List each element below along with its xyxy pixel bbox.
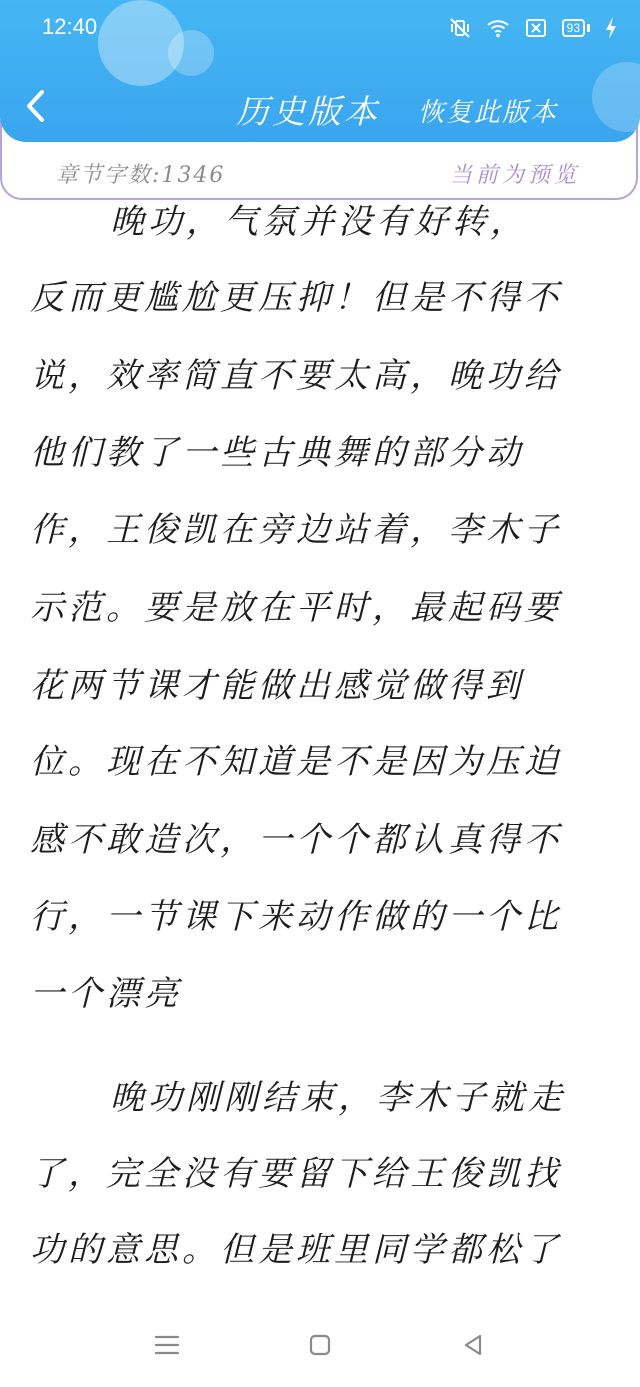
battery-icon — [562, 19, 590, 37]
text-line: 晚功，气氛并没有好转， — [110, 202, 528, 242]
text-line: 作，王俊凯在旁边站着，李木子 — [30, 510, 562, 550]
sim-off-icon — [524, 16, 548, 40]
chapter-word-count: 章节字数:1346 — [56, 163, 226, 188]
restore-version-button[interactable]: 恢复此版本 — [418, 98, 559, 128]
text-line: 行，一节课下来动作做的一个比 — [30, 897, 562, 937]
decor-bubble — [592, 62, 640, 132]
text-line: 说，效率简直不要太高，晚功给 — [30, 356, 562, 396]
home-button[interactable] — [305, 1330, 335, 1360]
battery-level: 93 — [562, 19, 585, 37]
charging-icon — [604, 16, 618, 40]
header-bar — [0, 0, 640, 142]
chapter-content[interactable] — [0, 190, 640, 1300]
text-line: 晚功刚刚结束，李木子就走 — [110, 1078, 566, 1118]
text-line: 位。现在不知道是不是因为压迫 — [30, 742, 562, 782]
page-title: 历史版本 — [236, 92, 380, 131]
back-button[interactable] — [16, 82, 56, 130]
chevron-left-icon — [24, 88, 48, 124]
text-line: 示范。要是放在平时，最起码要 — [30, 588, 562, 628]
home-icon — [308, 1333, 332, 1357]
system-nav-bar — [0, 1300, 640, 1387]
system-back-button[interactable] — [458, 1330, 488, 1360]
text-line: 一个漂亮 — [30, 974, 182, 1014]
text-line: 功的意思。但是班里同学都松了 — [30, 1230, 562, 1270]
mute-vibrate-icon — [448, 16, 472, 40]
preview-status-label: 当前为预览 — [449, 163, 580, 188]
wifi-icon — [486, 16, 510, 40]
status-icons — [448, 14, 618, 42]
text-line: 反而更尴尬更压抑！但是不得不 — [30, 278, 562, 318]
status-time: 12:40 — [42, 14, 98, 39]
text-line: 感不敢造次，一个个都认真得不 — [30, 820, 562, 860]
back-triangle-icon — [461, 1333, 485, 1357]
text-line: 花两节课才能做出感觉做得到 — [30, 666, 524, 706]
menu-icon — [154, 1334, 180, 1356]
status-bar — [0, 0, 640, 56]
recent-apps-button[interactable] — [152, 1330, 182, 1360]
text-line: 他们教了一些古典舞的部分动 — [30, 433, 524, 473]
text-line: 了，完全没有要留下给王俊凯找 — [30, 1154, 562, 1194]
